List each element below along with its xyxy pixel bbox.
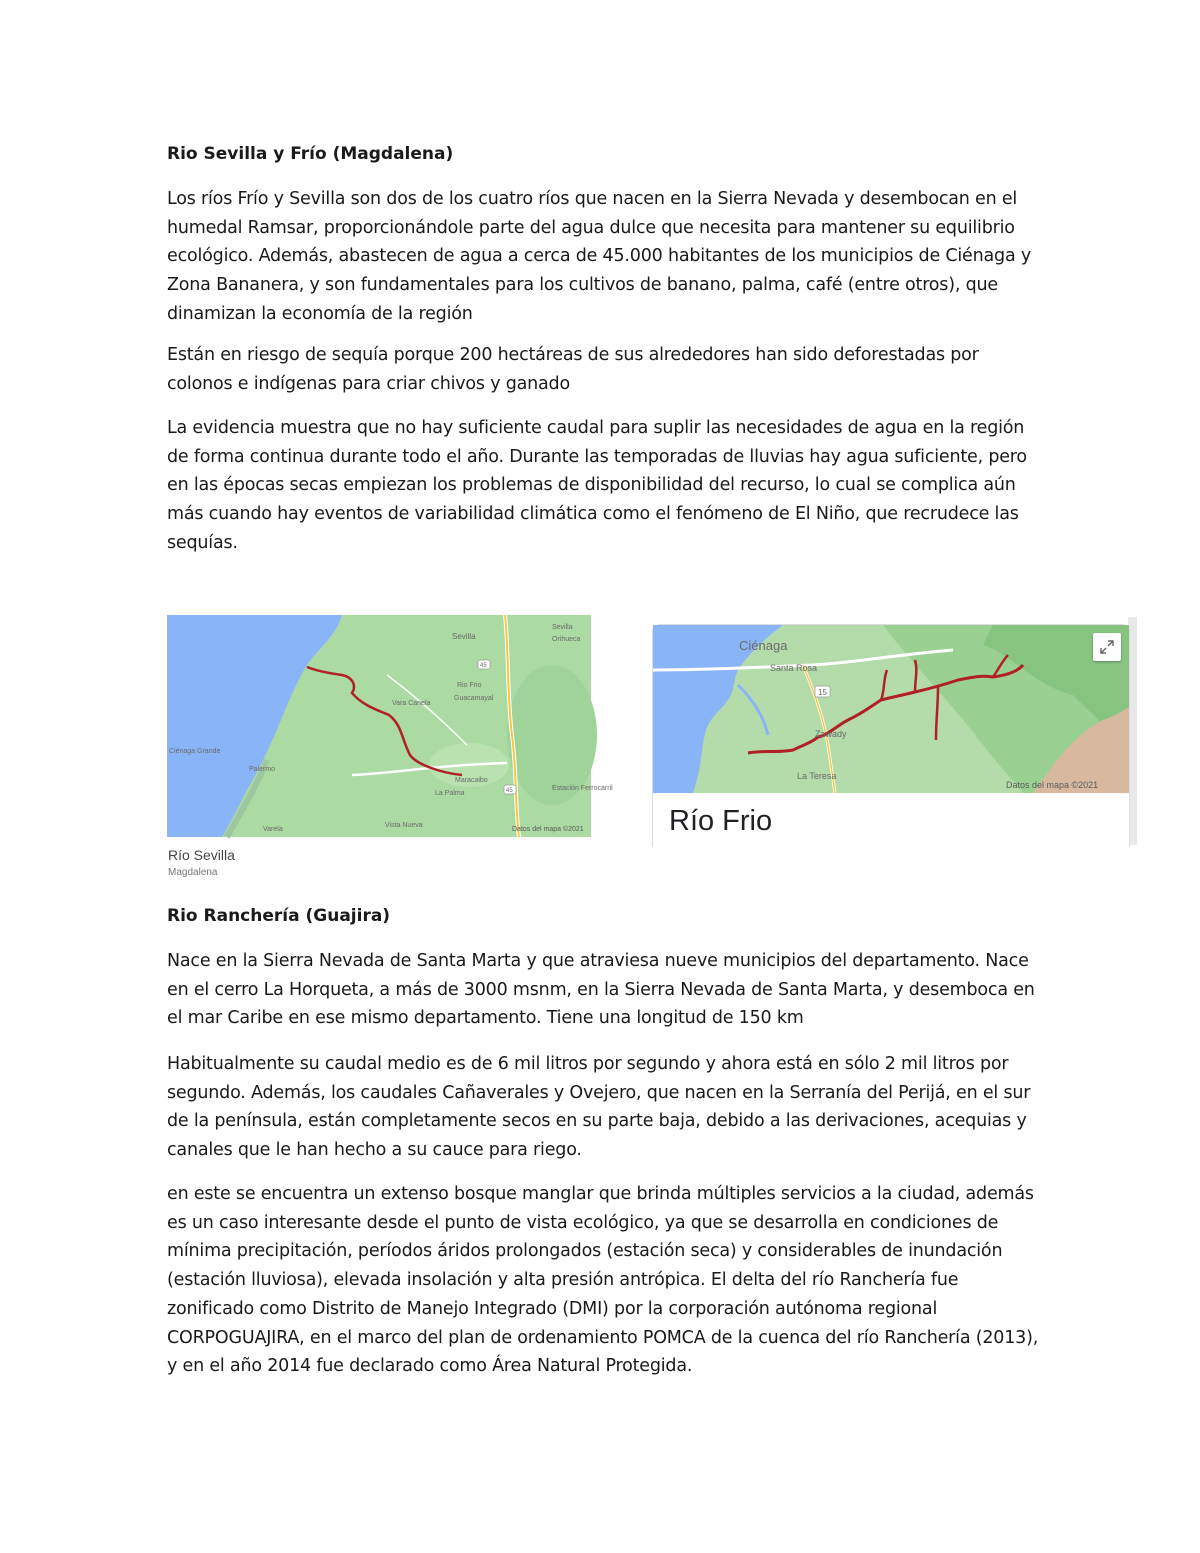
map-label: La Palma — [435, 790, 465, 797]
section-heading-sevilla-frio: Rio Sevilla y Frío (Magdalena) — [167, 144, 454, 164]
expand-map-button[interactable] — [1093, 633, 1121, 661]
paragraph: en este se encuentra un extenso bosque manglar que brinda múltiples servicios a la ciudad, además es un caso interesante desde el punto de vista ecológico, ya que se desarrolla en condiciones de mínima precipitación, períodos áridos prolongados (estación seca) y considerables de inundación (estación lluviosa), elevada insolación y alta presión antrópica. El delta del río Ranchería fue zonificado como Distrito de Manejo Integrado (DMI) por la corporación autónoma regional CORPOGUAJIRA, en el marco del plan de ordenamiento POMCA de la cuenca del río Ranchería (2013), y en el año 2014 fue declarado como Área Natural Protegida. — [167, 1184, 1039, 1377]
section-heading-rancheria: Rio Ranchería (Guajira) — [167, 906, 391, 926]
paragraph: Habitualmente su caudal medio es de 6 mil litros por segundo y ahora está en sólo 2 mil litros por segundo. Además, los caudales Cañaverales y Ovejero, que nacen en la Serranía del Perijá, en el sur de la península, están completamente secos en su parte baja, debido a las derivaciones, acequias y canales que le han hecho a su cauce para riego. — [167, 1054, 1031, 1161]
map-rio-sevilla[interactable] — [167, 615, 613, 837]
map-subcaption: Magdalena — [168, 867, 218, 878]
map-label: La Teresa — [797, 771, 837, 781]
map-copyright: Datos del mapa ©2021 — [512, 826, 584, 833]
paragraph: Nace en la Sierra Nevada de Santa Marta y que atraviesa nueve municipios del departamento. Nace en el cerro La Horqueta, a más de 3000 msnm, en la Sierra Nevada de Santa Marta, y desemboca en el mar Caribe en ese mismo departamento. Tiene una longitud de 150 km — [167, 951, 1035, 1029]
map-label: Estación Ferrocarril — [552, 785, 613, 792]
map-label: Ciénaga Grande — [169, 748, 221, 755]
map-label: Rio Frio — [457, 682, 482, 689]
map-label: Guacamayal — [454, 695, 494, 702]
map-label: Sevilla — [552, 624, 573, 631]
map-copyright: Datos del mapa ©2021 — [1006, 780, 1099, 790]
paragraph: Están en riesgo de sequía porque 200 hectáreas de sus alrededores han sido deforestadas por colonos e indígenas para criar chivos y ganado — [167, 345, 979, 394]
map-label: Vara Canela — [392, 700, 431, 707]
map-label: Varela — [263, 826, 283, 833]
map-caption: Río Sevilla — [168, 847, 235, 863]
map-label: Palermo — [249, 766, 276, 773]
map-card-rio-frio[interactable] — [652, 624, 1130, 847]
road-shield: 15 — [818, 688, 827, 697]
road-shield: 45 — [506, 788, 513, 794]
map-label: Maracaibo — [455, 777, 488, 784]
map-label: Zawady — [815, 729, 847, 739]
map-label: Sevilla — [452, 632, 476, 641]
paragraph: Los ríos Frío y Sevilla son dos de los cuatro ríos que nacen en la Sierra Nevada y desembocan en el humedal Ramsar, proporcionándole parte del agua dulce que necesita para mantener su equilibrio ecológico. Además, abastecen de agua a cerca de 45.000 habitantes de los municipios de Ciénaga y Zona Bananera, y son fundamentales para los cultivos de banano, palma, café (entre otros), que dinamizan la economía de la región — [167, 189, 1031, 324]
map-label: Orihueca — [552, 636, 581, 643]
map-card-title: Río Frio — [669, 805, 773, 837]
expand-icon — [1100, 640, 1114, 654]
map-label: Santa Rosa — [770, 663, 818, 673]
map-label: Vista Nueva — [385, 822, 423, 829]
map-label: Ciénaga — [739, 638, 788, 653]
map-rio-frio[interactable] — [653, 625, 1129, 793]
paragraph: La evidencia muestra que no hay suficiente caudal para suplir las necesidades de agua en la región de forma continua durante todo el año. Durante las temporadas de lluvias hay agua suficiente, pero en las épocas secas empiezan los problemas de disponibilidad del recurso, lo cual se complica aún más cuando hay eventos de variabilidad climática como el fenómeno de El Niño, que recrudece las sequías. — [167, 418, 1027, 553]
road-shield: 45 — [480, 663, 487, 669]
